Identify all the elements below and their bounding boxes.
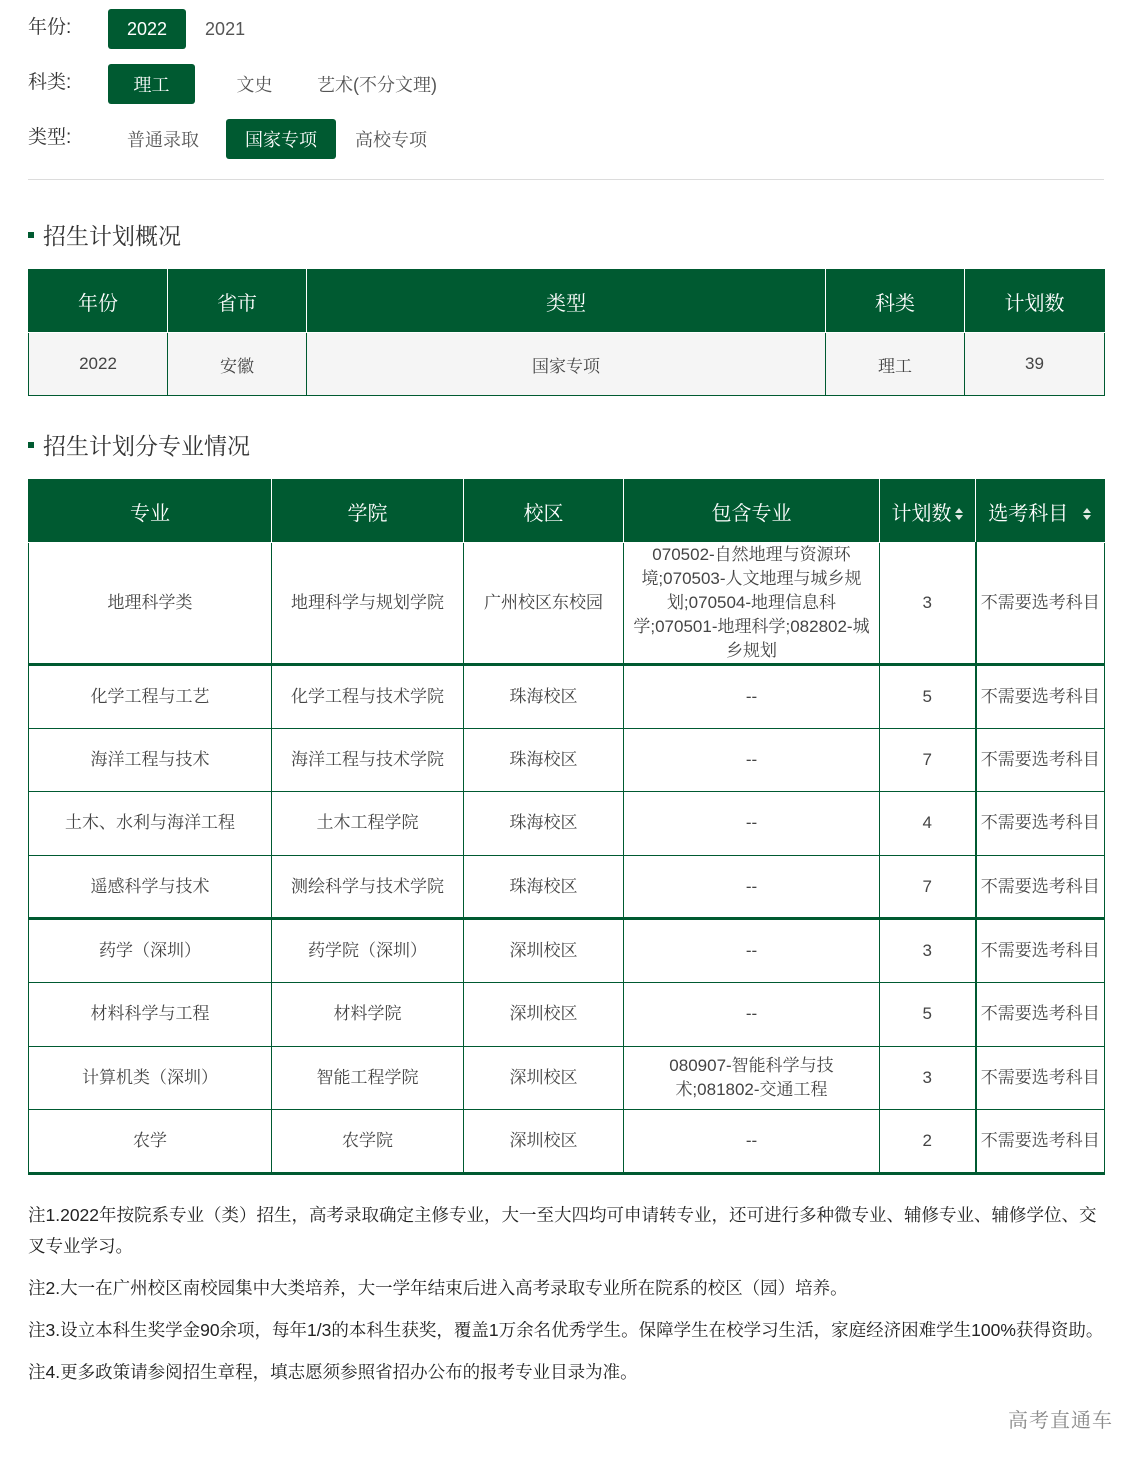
- note-4: 注4.更多政策请参阅招生章程，填志愿须参照省招办公布的报考专业目录为准。: [28, 1362, 638, 1382]
- cell-included-majors: --: [624, 1110, 880, 1174]
- type-option-regular[interactable]: 普通录取: [127, 130, 199, 150]
- year-option-2022[interactable]: 2022: [108, 9, 186, 49]
- cell-included-majors: --: [624, 855, 880, 919]
- cell-campus: 深圳校区: [464, 919, 624, 983]
- cell-campus: 珠海校区: [464, 665, 624, 729]
- notes-section: [28, 1200, 1108, 1399]
- table-row: [29, 333, 1105, 396]
- square-bullet-icon: [28, 442, 34, 448]
- header-college: 学院: [272, 480, 464, 543]
- cell-included-majors: 070502-自然地理与资源环境;070503-人文地理与城乡规划;070504-地理信息科学;070501-地理科学;082802-城乡规划: [624, 543, 880, 665]
- detail-header-row: [29, 480, 1105, 543]
- cell-plan-count: 2: [880, 1110, 976, 1174]
- cell-plan-count: 7: [880, 728, 976, 792]
- cell-plan-count: 7: [880, 855, 976, 919]
- cell-college: 材料学院: [272, 982, 464, 1046]
- cell-major: 化学工程与工艺: [29, 665, 272, 729]
- header-subject: 科类: [826, 270, 965, 333]
- cell-plan-count: 39: [965, 333, 1105, 396]
- cell-major: 药学（深圳）: [29, 919, 272, 983]
- cell-college: 测绘科学与技术学院: [272, 855, 464, 919]
- cell-major: 地理科学类: [29, 543, 272, 665]
- cell-subjects: 不需要选考科目: [976, 1046, 1105, 1110]
- cell-plan-count: 5: [880, 665, 976, 729]
- cell-campus: 珠海校区: [464, 792, 624, 856]
- cell-included-majors: --: [624, 919, 880, 983]
- filter-label-year: 年份:: [28, 16, 72, 38]
- cell-type: 国家专项: [307, 333, 826, 396]
- sort-updown-icon[interactable]: [954, 507, 964, 521]
- summary-table: [28, 269, 1105, 396]
- cell-college: 土木工程学院: [272, 792, 464, 856]
- table-row: [29, 792, 1105, 856]
- cell-subjects: 不需要选考科目: [976, 543, 1105, 665]
- header-subjects-sortable[interactable]: [976, 480, 1105, 543]
- cell-major: 海洋工程与技术: [29, 728, 272, 792]
- note-2: 注2.大一在广州校区南校园集中大类培养，大一学年结束后进入高考录取专业所在院系的校区（园）培养。: [28, 1278, 848, 1298]
- table-row: [29, 543, 1105, 665]
- table-row: [29, 1110, 1105, 1174]
- header-campus: 校区: [464, 480, 624, 543]
- cell-plan-count: 3: [880, 919, 976, 983]
- cell-major: 农学: [29, 1110, 272, 1174]
- header-plan-count-label: 计划数: [891, 502, 952, 525]
- cell-major: 计算机类（深圳）: [29, 1046, 272, 1110]
- cell-college: 海洋工程与技术学院: [272, 728, 464, 792]
- cell-plan-count: 5: [880, 982, 976, 1046]
- cell-included-majors: --: [624, 728, 880, 792]
- section-title-text: 招生计划概况: [43, 223, 181, 249]
- cell-subjects: 不需要选考科目: [976, 665, 1105, 729]
- header-subjects-label: 选考科目: [988, 502, 1069, 525]
- table-row: [29, 1046, 1105, 1110]
- table-row: [29, 665, 1105, 729]
- header-type: 类型: [307, 270, 826, 333]
- filter-label-type: 类型:: [28, 126, 72, 148]
- cell-plan-count: 3: [880, 543, 976, 665]
- cell-campus: 深圳校区: [464, 1046, 624, 1110]
- header-included-majors: 包含专业: [624, 480, 880, 543]
- filter-row-subject: [28, 63, 1104, 105]
- filter-panel: [28, 8, 1104, 173]
- subject-option-science[interactable]: 理工: [108, 64, 195, 104]
- filter-row-year: [28, 8, 1104, 50]
- cell-province: 安徽: [168, 333, 307, 396]
- cell-subjects: 不需要选考科目: [976, 982, 1105, 1046]
- cell-subject: 理工: [826, 333, 965, 396]
- table-row: [29, 855, 1105, 919]
- square-bullet-icon: [28, 232, 34, 238]
- header-plan-count: 计划数: [965, 270, 1105, 333]
- type-option-university-special[interactable]: 高校专项: [355, 130, 427, 150]
- filter-row-type: [28, 118, 1104, 160]
- year-option-2021[interactable]: 2021: [205, 18, 246, 39]
- major-detail-table: [28, 479, 1105, 1175]
- cell-included-majors: 080907-智能科学与技术;081802-交通工程: [624, 1046, 880, 1110]
- cell-major: 材料科学与工程: [29, 982, 272, 1046]
- summary-header-row: [29, 270, 1105, 333]
- cell-college: 药学院（深圳）: [272, 919, 464, 983]
- cell-campus: 广州校区东校园: [464, 543, 624, 665]
- cell-subjects: 不需要选考科目: [976, 728, 1105, 792]
- table-row: [29, 728, 1105, 792]
- cell-included-majors: --: [624, 982, 880, 1046]
- watermark: 高考直通车: [1008, 1410, 1113, 1432]
- cell-campus: 深圳校区: [464, 982, 624, 1046]
- cell-included-majors: --: [624, 792, 880, 856]
- header-province: 省市: [168, 270, 307, 333]
- cell-campus: 珠海校区: [464, 855, 624, 919]
- table-row: [29, 982, 1105, 1046]
- section-title-summary: [28, 218, 181, 251]
- cell-subjects: 不需要选考科目: [976, 919, 1105, 983]
- note-1: 注1.2022年按院系专业（类）招生，高考录取确定主修专业，大一至大四均可申请转专业，还可进行多种微专业、辅修专业、辅修学位、交叉专业学习。: [28, 1205, 1097, 1256]
- cell-major: 遥感科学与技术: [29, 855, 272, 919]
- cell-college: 地理科学与规划学院: [272, 543, 464, 665]
- filter-label-subject: 科类:: [28, 71, 72, 93]
- subject-option-art[interactable]: 艺术(不分文理): [317, 75, 437, 95]
- header-year: 年份: [29, 270, 168, 333]
- cell-college: 农学院: [272, 1110, 464, 1174]
- cell-subjects: 不需要选考科目: [976, 855, 1105, 919]
- type-option-national-special[interactable]: 国家专项: [226, 119, 336, 159]
- section-title-text: 招生计划分专业情况: [43, 433, 250, 459]
- cell-plan-count: 3: [880, 1046, 976, 1110]
- cell-year: 2022: [29, 333, 168, 396]
- cell-included-majors: --: [624, 665, 880, 729]
- header-plan-count-sortable[interactable]: [880, 480, 976, 543]
- cell-campus: 珠海校区: [464, 728, 624, 792]
- header-major: 专业: [29, 480, 272, 543]
- cell-plan-count: 4: [880, 792, 976, 856]
- note-3: 注3.设立本科生奖学金90余项，每年1/3的本科生获奖，覆盖1万余名优秀学生。保障学生在校学习生活，家庭经济困难学生100%获得资助。: [28, 1320, 1104, 1340]
- cell-college: 智能工程学院: [272, 1046, 464, 1110]
- sort-updown-icon[interactable]: [1082, 507, 1092, 521]
- cell-campus: 深圳校区: [464, 1110, 624, 1174]
- cell-college: 化学工程与技术学院: [272, 665, 464, 729]
- cell-subjects: 不需要选考科目: [976, 1110, 1105, 1174]
- divider: [28, 179, 1104, 180]
- section-title-detail: [28, 428, 250, 461]
- subject-option-liberal-arts[interactable]: 文史: [236, 75, 273, 95]
- cell-subjects: 不需要选考科目: [976, 792, 1105, 856]
- cell-major: 土木、水利与海洋工程: [29, 792, 272, 856]
- table-row: [29, 919, 1105, 983]
